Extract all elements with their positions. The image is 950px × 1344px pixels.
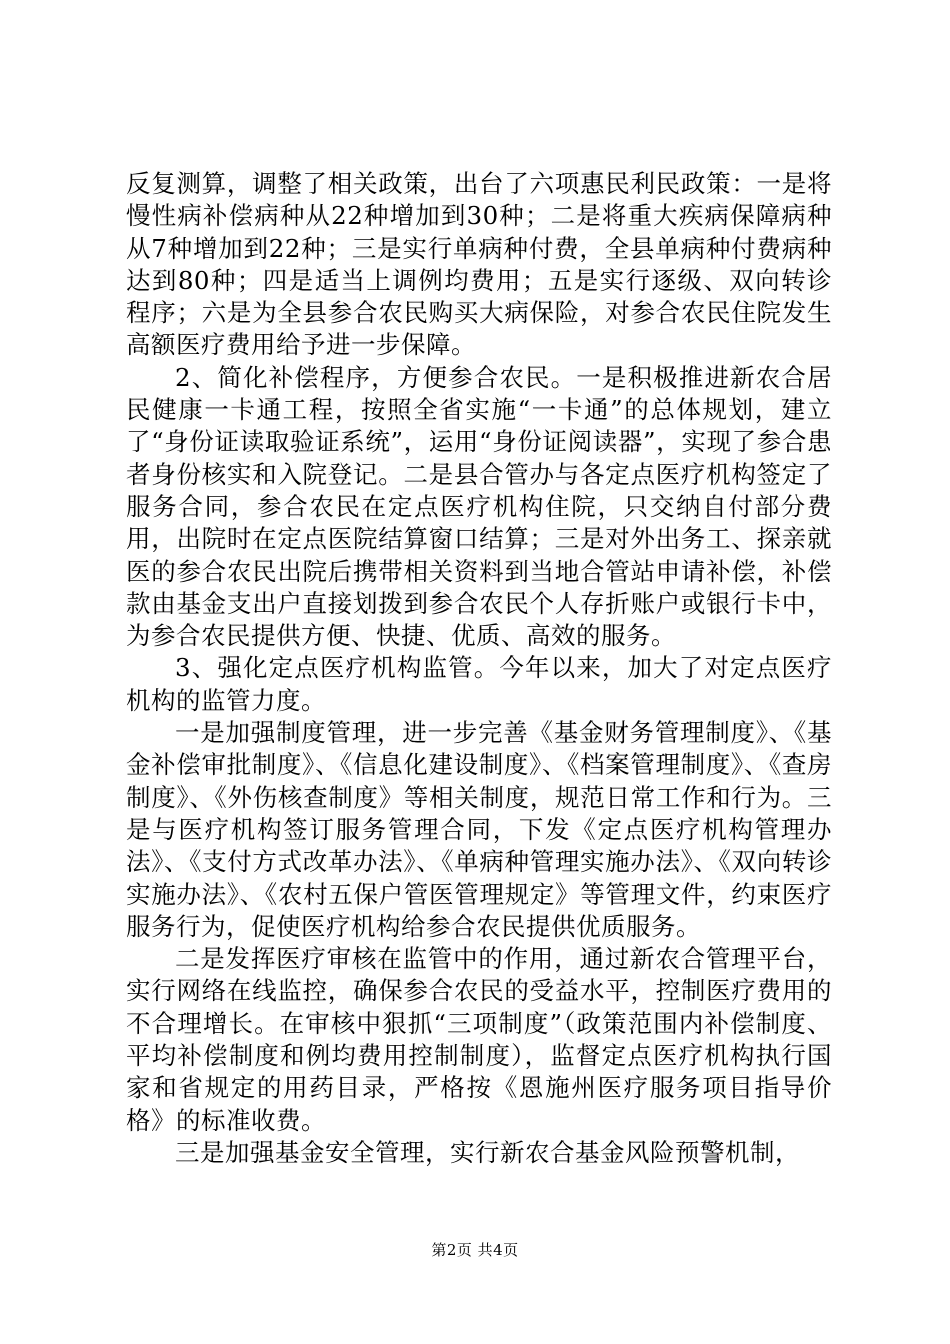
paragraph-system-management: 一是加强制度管理，进一步完善《基金财务管理制度》、《基金补偿审批制度》、《信息化建设制度》、《档案管理制度》、《查房制度》、《外伤核查制度》等相关制度，规范日常工作和行为。三是与医疗机构签订服务管理合同，下发《定点医疗机构管理办法》、《支付方式改革办法》、《单病种管理实施办法》、《双向转诊实施办法》、《农村五保户管医管理规定》等管理文件，约束医疗服务行为，促使医疗机构给参合农民提供优质服务。 [126, 718, 832, 941]
paragraph-medical-audit: 二是发挥医疗审核在监管中的作用，通过新农合管理平台，实行网络在线监控，确保参合农民的受益水平，控制医疗费用的不合理增长。在审核中狠抓“三项制度”（政策范围内补偿制度、平均补偿制度和例均费用控制制度），监督定点医疗机构执行国家和省规定的用药目录，严格按《恩施州医疗服务项目指导价格》的标准收费。 [126, 944, 832, 1135]
paragraph-simplify-compensation: 2、简化补偿程序，方便参合农民。一是积极推进新农合居民健康一卡通工程，按照全省实施“一卡通”的总体规划，建立了“身份证读取验证系统”，运用“身份证阅读器”，实现了参合患者身份核实和入院登记。二是县合管办与各定点医疗机构签定了服务合同，参合农民在定点医疗机构住院，只交纳自付部分费用，出院时在定点医院结算窗口结算；三是对外出务工、探亲就医的参合农民出院后携带相关资料到当地合管站申请补偿，补偿款由基金支出户直接划拨到参合农民个人存折账户或银行卡中，为参合农民提供方便、快捷、优质、高效的服务。 [126, 362, 832, 651]
paragraph-continuation: 反复测算，调整了相关政策，出台了六项惠民利民政策：一是将慢性病补偿病种从22种增加到30种；二是将重大疾病保障病种从7种增加到22种；三是实行单病种付费，全县单病种付费病种达到80种；四是适当上调例均费用；五是实行逐级、双向转诊程序；六是为全县参合农民购买大病保险，对参合农民住院发生高额医疗费用给予进一步保障。 [126, 169, 832, 360]
page-number-footer: 第2页 共4页 [431, 1241, 519, 1259]
paragraph-strengthen-supervision: 3、强化定点医疗机构监管。今年以来，加大了对定点医疗机构的监管力度。 [126, 653, 832, 715]
paragraph-fund-safety: 三是加强基金安全管理，实行新农合基金风险预警机制， [175, 1137, 800, 1167]
document-body [126, 168, 832, 1169]
